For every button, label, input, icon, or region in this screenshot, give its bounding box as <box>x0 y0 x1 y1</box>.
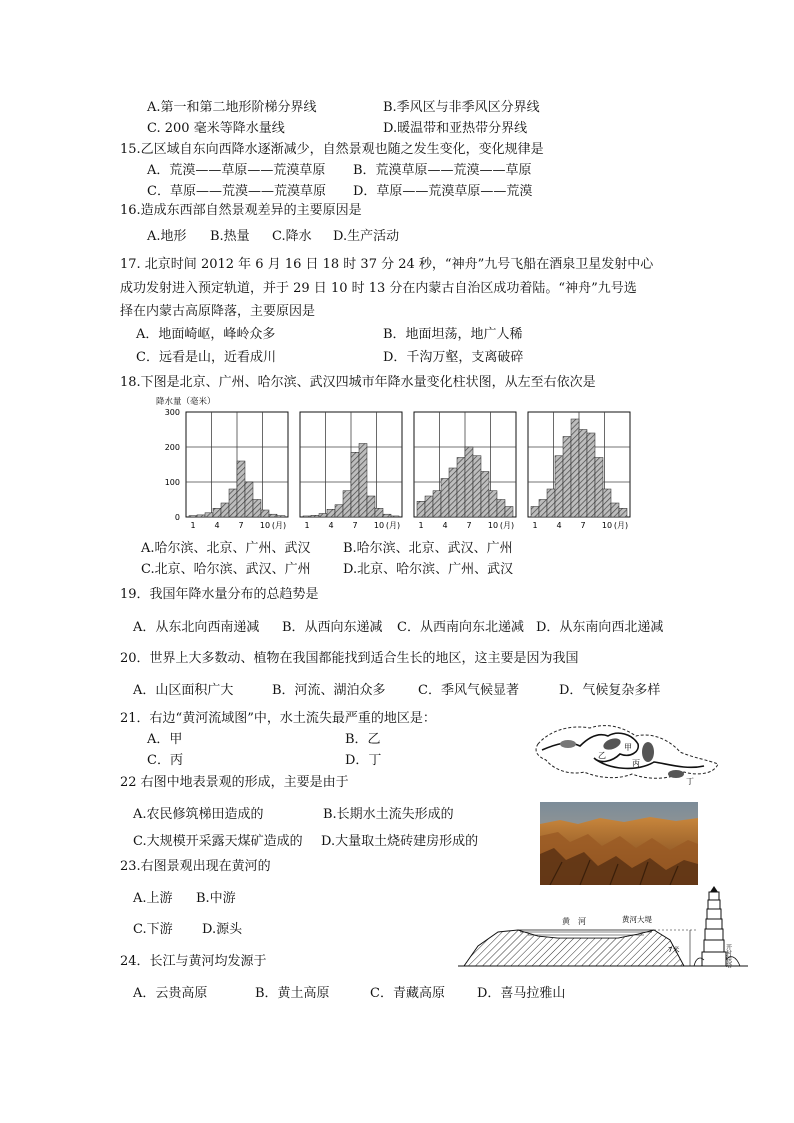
q18-option-b: B.哈尔滨、北京、武汉、广州 <box>343 541 513 556</box>
loess-gully-photo <box>540 802 698 885</box>
precip-bar <box>531 507 539 518</box>
precipitation-bar-charts <box>150 392 640 532</box>
precip-bar <box>319 514 327 518</box>
q15-option-b: B．荒漠草原——荒漠——草原 <box>353 163 532 178</box>
precip-bar <box>303 516 311 517</box>
q19-option-d: D．从东南向西北递减 <box>536 620 664 635</box>
precip-bar <box>547 489 555 517</box>
map-label-jia: 甲 <box>624 743 632 752</box>
y-tick-label: 200 <box>164 443 180 452</box>
map-label-ding: 丁 <box>686 777 694 786</box>
precip-bar <box>497 500 505 518</box>
q24-option-a: A．云贵高原 <box>133 986 208 1001</box>
precip-bar <box>481 472 489 518</box>
precip-bar <box>277 516 285 517</box>
q20-option-d: D．气候复杂多样 <box>559 683 661 698</box>
q20-option-c: C．季风气候显著 <box>418 683 519 698</box>
q24-option-b: B．黄土高原 <box>255 986 330 1001</box>
q19-option-b: B．从西向东递减 <box>282 620 383 635</box>
q18-option-d: D.北京、哈尔滨、广州、武汉 <box>343 562 514 577</box>
x-tick-label: 7 <box>466 521 472 530</box>
precip-bar <box>425 496 433 517</box>
x-tick-label: (月) <box>385 521 401 530</box>
precip-bar <box>343 491 351 517</box>
precip-bar <box>489 491 497 517</box>
precip-bar <box>417 501 425 517</box>
precip-bar <box>269 514 277 517</box>
q21-option-b: B．乙 <box>345 732 381 747</box>
q17-line2: 成功发射进入预定轨道，并于 29 日 10 时 13 分在内蒙古自治区成功着陆。“神舟”九号选 <box>120 281 637 296</box>
x-tick-label: (月) <box>499 521 515 530</box>
y-tick-label: 100 <box>164 478 180 487</box>
precip-bar <box>205 513 213 517</box>
precip-bar <box>473 456 481 517</box>
city-label: 开封铁塔 <box>724 944 732 968</box>
x-tick-label: 4 <box>214 521 220 530</box>
precip-bar <box>611 503 619 517</box>
x-tick-label: 10 <box>601 521 613 530</box>
precip-bar <box>619 508 627 517</box>
x-tick-label: 7 <box>580 521 586 530</box>
x-tick-label: 4 <box>328 521 334 530</box>
q16-option-c: C.降水 <box>272 229 312 244</box>
q20-option-a: A．山区面积广大 <box>133 683 234 698</box>
q14-option-d: D.暖温带和亚热带分界线 <box>383 121 528 136</box>
precip-bar <box>587 433 595 517</box>
q22-option-a: A.农民修筑梯田造成的 <box>133 807 264 822</box>
x-tick-label: (月) <box>613 521 629 530</box>
x-tick-label: 4 <box>442 521 448 530</box>
precip-bar <box>189 516 197 517</box>
q24-stem: 24．长江与黄河均发源于 <box>120 954 267 969</box>
x-tick-label: 10 <box>487 521 499 530</box>
q22-option-b: B.长期水土流失形成的 <box>323 807 454 822</box>
q22-stem: 22 右图中地表景观的形成，主要是由于 <box>120 775 349 790</box>
q15-option-d: D．草原——荒漠草原——荒漠 <box>353 184 533 199</box>
q14-option-a: A.第一和第二地形阶梯分界线 <box>147 100 317 115</box>
x-tick-label: (月) <box>271 521 287 530</box>
q23-option-b: B.中游 <box>196 891 236 906</box>
x-tick-label: 7 <box>352 521 358 530</box>
precip-bar <box>351 452 359 517</box>
q23-option-d: D.源头 <box>202 922 243 937</box>
q16-option-a: A.地形 <box>147 229 187 244</box>
precip-bar <box>595 458 603 518</box>
iron-pagoda-icon <box>694 886 740 966</box>
x-tick-label: 7 <box>238 521 244 530</box>
precip-bar <box>563 437 571 518</box>
map-label-bing: 丙 <box>632 759 640 768</box>
y-axis-title: 降水量（毫米） <box>156 397 216 407</box>
precip-bar <box>261 510 269 517</box>
precip-bar <box>213 508 221 517</box>
q24-option-c: C．青藏高原 <box>370 986 445 1001</box>
q16-option-d: D.生产活动 <box>333 229 400 244</box>
river-label: 黄 河 <box>562 917 586 926</box>
q20-option-b: B．河流、湖泊众多 <box>272 683 386 698</box>
precip-bar <box>539 500 547 518</box>
q17-line1: 17. 北京时间 2012 年 6 月 16 日 18 时 37 分 24 秒，“神舟”九号飞船在酒泉卫星发射中心 <box>120 257 654 272</box>
precip-bar <box>579 430 587 518</box>
q23-option-a: A.上游 <box>133 891 173 906</box>
q15-option-a: A．荒漠——草原——荒漠草原 <box>147 163 326 178</box>
precip-bar <box>229 489 237 517</box>
yellow-river-basin-map <box>528 714 724 790</box>
x-tick-label: 1 <box>532 521 538 530</box>
q17-option-b: B．地面坦荡，地广人稀 <box>383 327 523 342</box>
precip-bar <box>197 515 205 517</box>
precip-bar <box>603 489 611 517</box>
q19-option-c: C．从西南向东北递减 <box>397 620 524 635</box>
precip-bar <box>457 458 465 518</box>
precip-bar <box>383 514 391 517</box>
precip-bar <box>555 456 563 517</box>
q22-option-d: D.大量取土烧砖建房形成的 <box>321 834 479 849</box>
x-tick-label: 1 <box>418 521 424 530</box>
q21-option-a: A．甲 <box>147 732 183 747</box>
precip-bar <box>391 516 399 517</box>
x-tick-label: 10 <box>259 521 271 530</box>
y-tick-label: 300 <box>164 408 180 417</box>
x-tick-label: 10 <box>373 521 385 530</box>
q18-stem: 18.下图是北京、广州、哈尔滨、武汉四城市年降水量变化柱状图，从左至右依次是 <box>120 375 596 390</box>
q23-option-c: C.下游 <box>133 922 173 937</box>
precip-bar <box>441 479 449 518</box>
precip-bar <box>221 503 229 517</box>
chart-panel <box>414 412 516 530</box>
q15-stem: 15.乙区域自东向西降水逐渐减少，自然景观也随之发生变化，变化规律是 <box>120 142 544 157</box>
dike-label: 黄河大堤 <box>622 915 652 924</box>
precip-bar <box>505 507 513 518</box>
q23-stem: 23.右图景观出现在黄河的 <box>120 859 271 874</box>
precip-bar <box>327 509 335 517</box>
q17-option-d: D．千沟万壑，支离破碎 <box>383 350 524 365</box>
q24-option-d: D．喜马拉雅山 <box>477 986 566 1001</box>
precip-bar <box>359 444 367 518</box>
precip-bar <box>367 496 375 517</box>
q17-option-a: A．地面崎岖，峰岭众多 <box>136 327 276 342</box>
q18-option-c: C.北京、哈尔滨、武汉、广州 <box>141 562 311 577</box>
map-label-yi: 乙 <box>598 751 606 760</box>
x-tick-label: 1 <box>304 521 310 530</box>
chart-panel <box>300 412 402 530</box>
height-label: 7米 <box>668 946 680 954</box>
q21-option-c: C．丙 <box>147 753 183 768</box>
precip-bar <box>245 482 253 517</box>
x-tick-label: 4 <box>556 521 562 530</box>
q17-option-c: C．远看是山，近看成川 <box>136 350 276 365</box>
q15-option-c: C．草原——荒漠——荒漠草原 <box>147 184 326 199</box>
precip-bar <box>375 508 383 517</box>
q21-stem: 21．右边“黄河流域图”中，水土流失最严重的地区是： <box>120 711 436 726</box>
precip-bar <box>449 468 457 517</box>
q16-stem: 16.造成东西部自然景观差异的主要原因是 <box>120 203 362 218</box>
precip-bar <box>433 491 441 517</box>
q22-option-c: C.大规模开采露天煤矿造成的 <box>133 834 303 849</box>
chart-panel <box>186 412 288 530</box>
q21-option-d: D．丁 <box>345 753 382 768</box>
y-tick-label: 0 <box>174 513 180 522</box>
q19-option-a: A．从东北向西南递减 <box>133 620 260 635</box>
precip-bar <box>311 515 319 517</box>
precip-bar <box>253 500 261 518</box>
q19-stem: 19．我国年降水量分布的总趋势是 <box>120 587 319 602</box>
q14-option-c: C. 200 毫米等降水量线 <box>147 121 285 136</box>
q17-line3: 择在内蒙古高原降落，主要原因是 <box>120 304 316 319</box>
q14-option-b: B.季风区与非季风区分界线 <box>383 100 540 115</box>
q18-option-a: A.哈尔滨、北京、广州、武汉 <box>141 541 311 556</box>
chart-panel <box>528 412 630 530</box>
precip-bar <box>335 505 343 517</box>
q16-option-b: B.热量 <box>210 229 250 244</box>
suspended-river-diagram <box>458 884 750 970</box>
x-tick-label: 1 <box>190 521 196 530</box>
precip-bar <box>237 461 245 517</box>
q20-stem: 20．世界上大多数动、植物在我国都能找到适合生长的地区，这主要是因为我国 <box>120 651 579 666</box>
precip-bar <box>571 419 579 517</box>
precip-bar <box>465 447 473 517</box>
